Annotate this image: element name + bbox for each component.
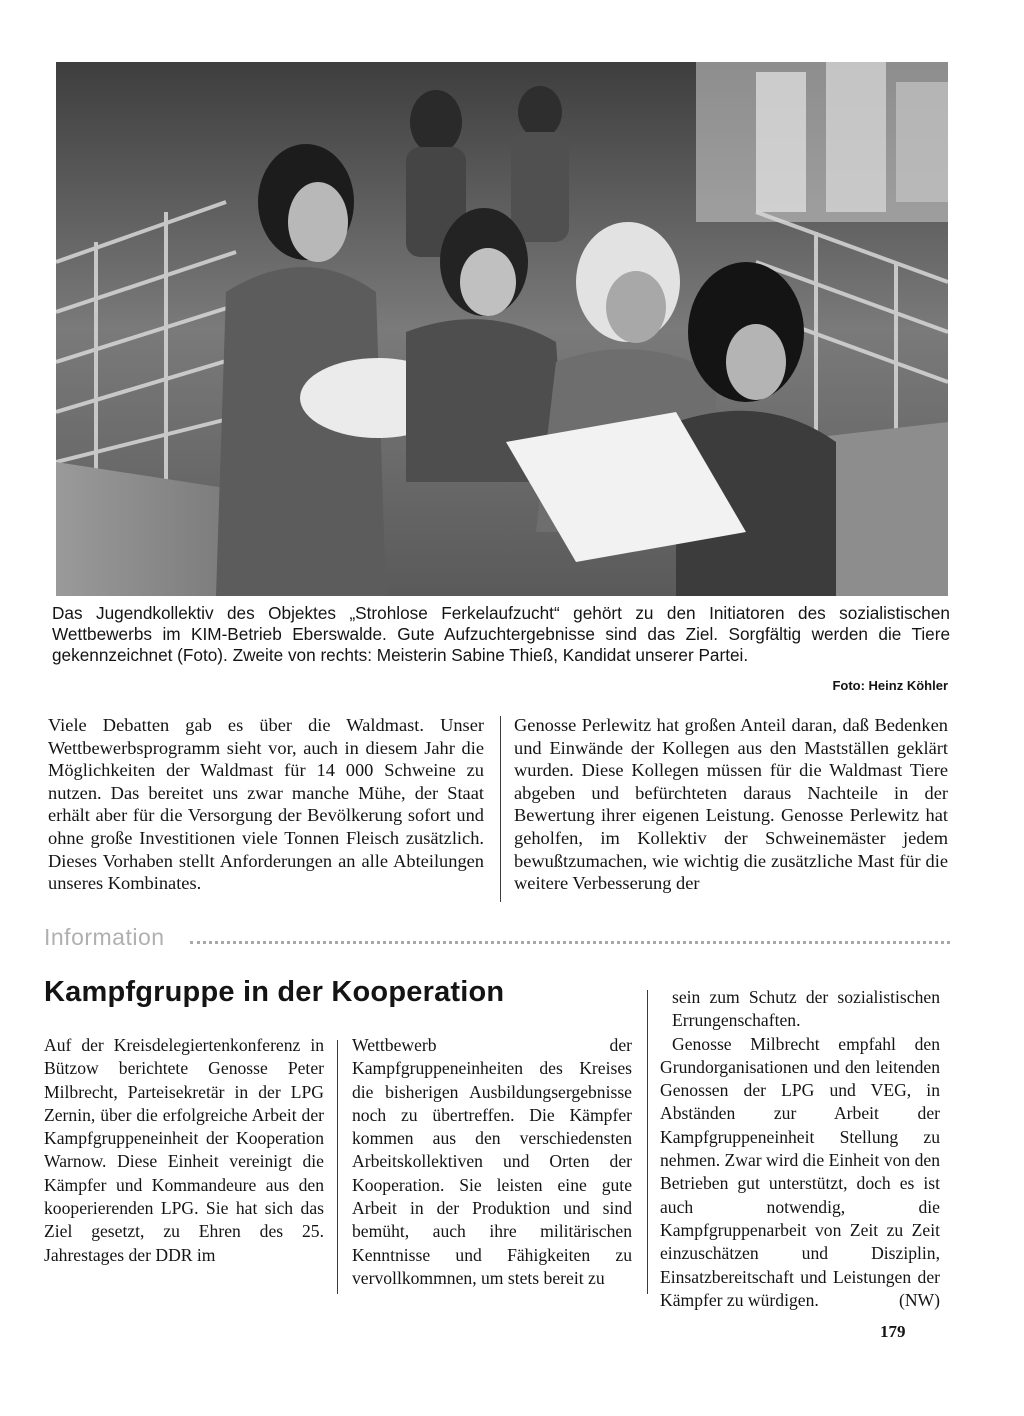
article-paragraph: sein zum Schutz der sozialistischen Errungenschaften. [672, 987, 940, 1031]
section-divider [190, 941, 950, 944]
article-photo [56, 62, 948, 596]
column-divider [337, 1040, 338, 1294]
section-label: Information [44, 924, 165, 950]
article-top-left-column: Viele Debatten gab es über die Waldmast. Unser Wettbewerbsprogramm sieht vor, auch in diesem Jahr die Möglichkeiten der Waldmast für 14 000 Schweine zu nutzen. Das bereitet uns zwar manche Mühe, der Staat erhält aber für die Versorgung der Bevölkerung sofort und ohne große Investitionen viele Tonnen Fleisch zusätzlich. Dieses Vorhaben stellt Anforderungen an alle Abteilungen unseres Kombinates. [48, 715, 484, 894]
column-divider [647, 990, 648, 1294]
article-paragraph-text: Genosse Milbrecht empfahl den Grundorganisationen und den leitenden Genossen der LPG und VEG, in Abständen zur Arbeit der Kampfgruppeneinheit Stellung zu nehmen. Zwar wird die Einheit von den Betrieben gut unterstützt, doch es ist auch notwendig, die Kampfgruppenarbeit von Zeit zu Zeit einzuschätzen und Disziplin, Einsatzbereitschaft und Leistungen der Kämpfer zu würdigen. [660, 1033, 940, 1310]
article-column-1: Auf der Kreisdelegiertenkonferenz in Bützow berichtete Genosse Peter Milbrecht, Parteisekretär in der LPG Zernin, über die erfolgreiche Arbeit der Kampfgruppeneinheit der Kooperation Warnow. Diese Einheit vereinigt die Kämpfer und Kommandeure aus den kooperierenden LPG. Sie hat sich das Ziel gesetzt, zu Ehren des 25. Jahrestages der DDR im [44, 1035, 324, 1265]
page-number: 179 [880, 1322, 906, 1341]
photo-credit: Foto: Heinz Köhler [832, 678, 948, 693]
photo-illustration [56, 62, 948, 596]
column-divider [500, 716, 501, 902]
article-top-right-column: Genosse Perlewitz hat großen Anteil daran, daß Bedenken und Einwände der Kollegen aus den Mastställen geklärt wurden. Diese Kollegen müssen für die Waldmast Tiere abgeben und befürchteten daraus Nachteile in der Bewertung ihrer eigenen Leistung. Genosse Perlewitz hat geholfen, im Kollektiv der Schweinemäster jedem bewußtzumachen, wie wichtig die zusätzliche Mast für die weitere Verbesserung der [514, 715, 948, 894]
photo-caption: Das Jugendkollektiv des Objektes „Strohlose Ferkelaufzucht“ gehört zu den Initiatoren des sozialistischen Wettbewerbs im KIM-Betrieb Eberswalde. Gute Aufzuchtergebnisse sind das Ziel. Sorgfältig werden die Tiere gekennzeichnet (Foto). Zweite von rechts: Meisterin Sabine Thieß, Kandidat unserer Partei. [52, 603, 950, 665]
article-headline: Kampfgruppe in der Kooperation [44, 976, 505, 1008]
article-column-3 [660, 986, 940, 1312]
article-column-2: Wettbewerb der Kampfgruppeneinheiten des Kreises die bisherigen Ausbildungsergebnisse noch zu übertreffen. Die Kämpfer kommen aus den verschiedensten Arbeitskollektiven und Orten der Kooperation. Sie leisten eine gute Arbeit in der Produktion und sind bemüht, auch ihre militärischen Kenntnisse und Fähigkeiten zu vervollkommnen, um stets bereit zu [352, 1035, 632, 1288]
author-signature: (NW) [898, 1289, 940, 1310]
article-paragraph [660, 1033, 940, 1313]
